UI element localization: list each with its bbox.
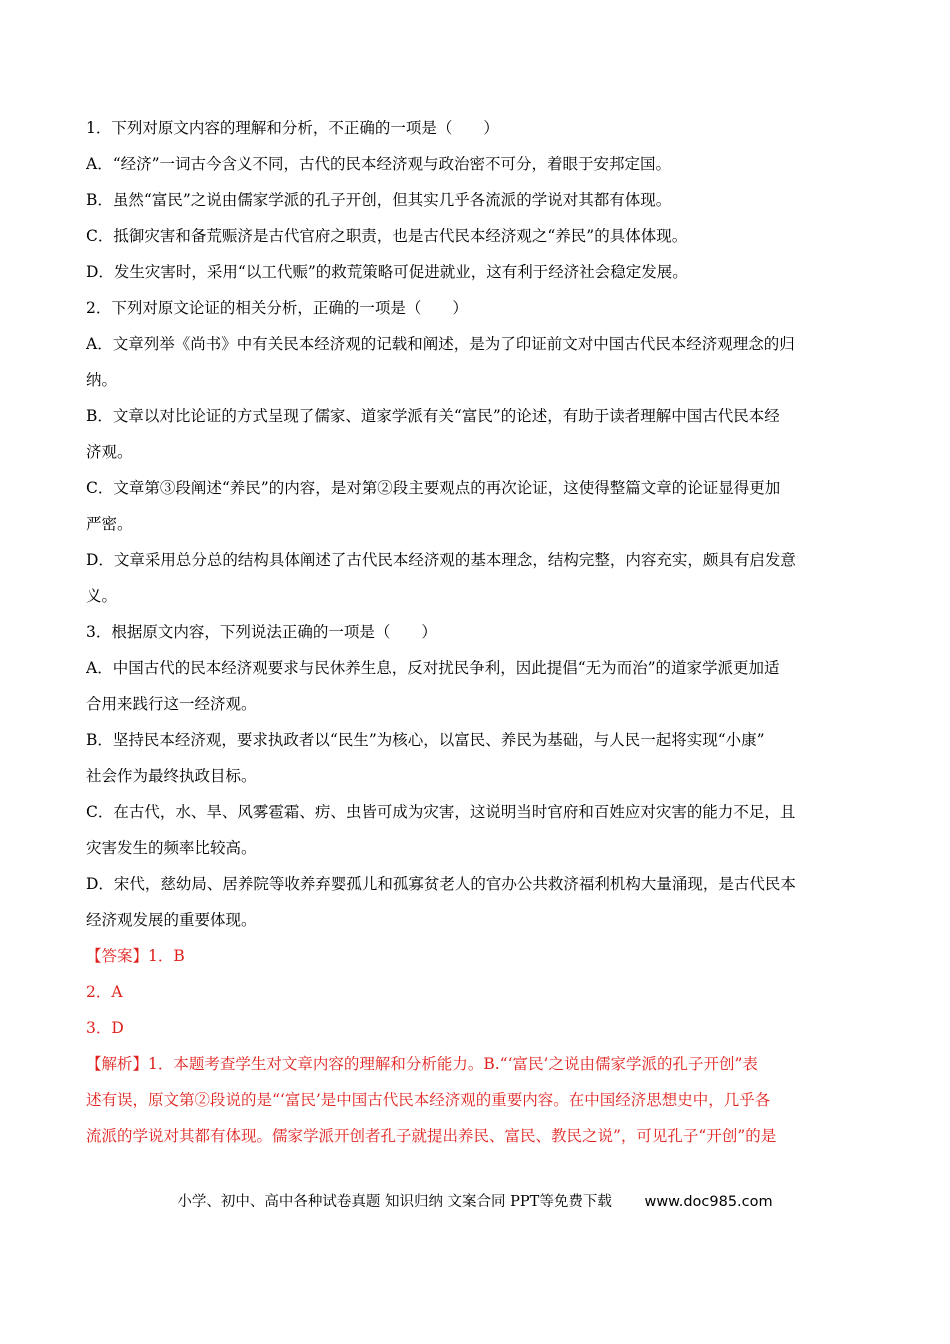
q3-option-d-line1: D．宋代，慈幼局、居养院等收养弃婴孤儿和孤寡贫老人的官办公共救济福利机构大量涌现，是古代民本 — [86, 875, 796, 893]
answer-line-3: 3．D — [86, 1019, 124, 1037]
footer-url-link[interactable]: www.doc985.com — [644, 1194, 773, 1210]
q1-option-c: C．抵御灾害和备荒赈济是古代官府之职责，也是古代民本经济观之“养民”的具体体现。 — [86, 227, 688, 245]
q2-option-c-line2: 严密。 — [86, 515, 133, 533]
page-footer — [0, 1188, 950, 1216]
q2-option-d-line2: 义。 — [86, 587, 118, 605]
analysis-line-1: 【解析】1．本题考查学生对文章内容的理解和分析能力。B.“‘富民’之说由儒家学派的孔子开创”表 — [86, 1055, 758, 1073]
answer-line-2: 2．A — [86, 983, 123, 1001]
q3-option-c-line2: 灾害发生的频率比较高。 — [86, 839, 257, 857]
q3-option-a-line1: A．中国古代的民本经济观要求与民休养生息，反对扰民争利，因此提倡“无为而治”的道家学派更加适 — [86, 659, 780, 677]
q2-stem: 2．下列对原文论证的相关分析，正确的一项是（ ） — [86, 299, 468, 317]
q2-option-a-line1: A．文章列举《尚书》中有关民本经济观的记载和阐述，是为了印证前文对中国古代民本经济观理念的归 — [86, 335, 795, 353]
analysis-line-2: 述有误，原文第②段说的是“‘富民’是中国古代民本经济观的重要内容。在中国经济思想史中，几乎各 — [86, 1091, 771, 1109]
q3-option-b-line2: 社会作为最终执政目标。 — [86, 767, 257, 785]
q2-option-b-line2: 济观。 — [86, 443, 133, 461]
q1-stem: 1．下列对原文内容的理解和分析，不正确的一项是（ ） — [86, 119, 499, 137]
q3-option-c-line1: C．在古代，水、旱、风雾雹霜、疠、虫皆可成为灾害，这说明当时官府和百姓应对灾害的能力不足，且 — [86, 803, 796, 821]
q2-option-c-line1: C．文章第③段阐述“养民”的内容，是对第②段主要观点的再次论证，这使得整篇文章的论证显得更加 — [86, 479, 781, 497]
q3-option-a-line2: 合用来践行这一经济观。 — [86, 695, 257, 713]
q1-option-d: D．发生灾害时，采用“以工代赈”的救荒策略可促进就业，这有利于经济社会稳定发展。 — [86, 263, 688, 281]
q2-option-d-line1: D．文章采用总分总的结构具体阐述了古代民本经济观的基本理念，结构完整，内容充实，颇具有启发意 — [86, 551, 796, 569]
q3-stem: 3．根据原文内容，下列说法正确的一项是（ ） — [86, 623, 437, 641]
footer-text: 小学、初中、高中各种试卷真题 知识归纳 文案合同 PPT等免费下载 — [177, 1194, 612, 1210]
q3-option-d-line2: 经济观发展的重要体现。 — [86, 911, 257, 929]
q1-option-b: B．虽然“富民”之说由儒家学派的孔子开创，但其实几乎各流派的学说对其都有体现。 — [86, 191, 672, 209]
q1-option-a: A．“经济”一词古今含义不同，古代的民本经济观与政治密不可分，着眼于安邦定国。 — [86, 155, 672, 173]
analysis-line-3: 流派的学说对其都有体现。儒家学派开创者孔子就提出养民、富民、教民之说”，可见孔子“开创”的是 — [86, 1127, 777, 1145]
answer-line-1: 【答案】1．B — [86, 947, 185, 965]
q2-option-a-line2: 纳。 — [86, 371, 118, 389]
q3-option-b-line1: B．坚持民本经济观，要求执政者以“民生”为核心，以富民、养民为基础，与人民一起将实现“小康” — [86, 731, 765, 749]
document-body — [86, 110, 866, 1154]
q2-option-b-line1: B．文章以对比论证的方式呈现了儒家、道家学派有关“富民”的论述，有助于读者理解中国古代民本经 — [86, 407, 780, 425]
